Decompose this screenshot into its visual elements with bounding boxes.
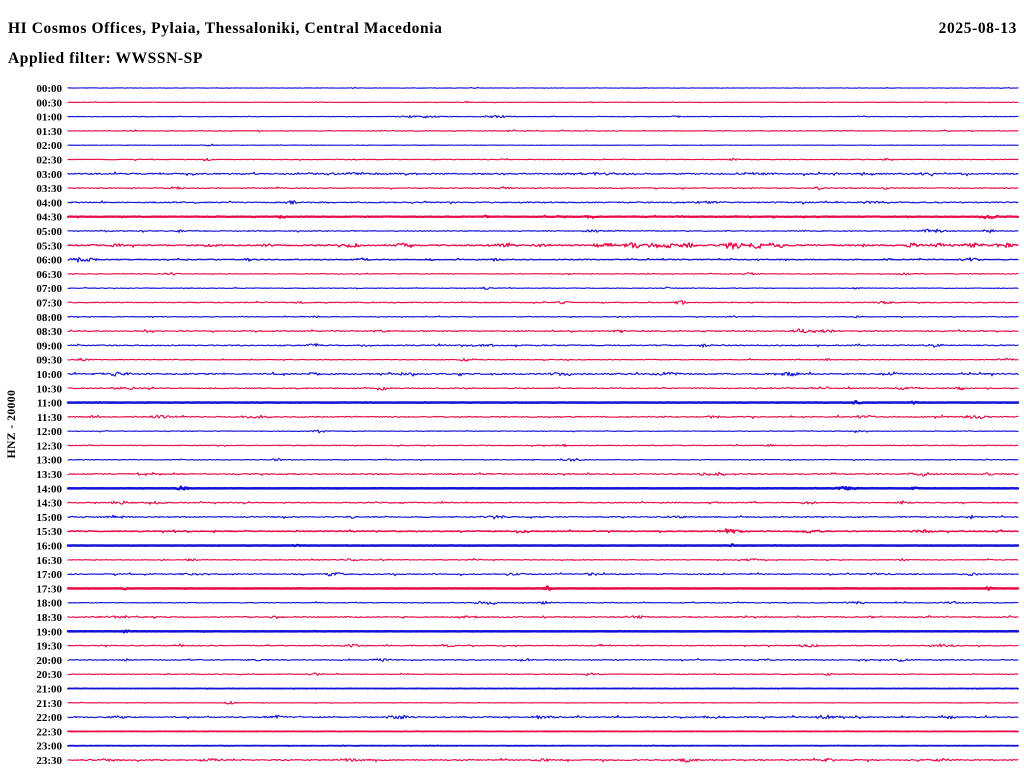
time-label-00:30: 00:30 (36, 97, 62, 110)
time-label-04:00: 04:00 (36, 197, 62, 210)
trace-row-10:30 (68, 387, 1018, 390)
trace-row-23:30 (68, 758, 1018, 762)
time-label-06:30: 06:30 (36, 268, 62, 281)
trace-row-17:00 (68, 573, 1018, 576)
trace-row-21:30 (68, 701, 1018, 704)
trace-row-09:30 (68, 358, 1018, 361)
time-label-19:00: 19:00 (36, 626, 62, 639)
trace-row-07:30 (68, 300, 1018, 304)
trace-row-03:30 (68, 187, 1018, 190)
trace-row-20:30 (68, 673, 1018, 676)
time-label-12:30: 12:30 (36, 440, 62, 453)
trace-row-21:00 (68, 688, 1018, 689)
trace-row-04:00 (68, 201, 1018, 204)
trace-row-16:30 (68, 558, 1018, 560)
time-label-08:00: 08:00 (36, 311, 62, 324)
trace-row-01:00 (68, 116, 1018, 118)
time-label-15:30: 15:30 (36, 526, 62, 539)
time-label-17:30: 17:30 (36, 583, 62, 596)
time-label-20:30: 20:30 (36, 669, 62, 682)
station-title: HI Cosmos Offices, Pylaia, Thessaloniki, Central Macedonia (8, 20, 443, 37)
time-label-03:00: 03:00 (36, 168, 62, 181)
time-label-18:30: 18:30 (36, 612, 62, 624)
time-label-01:30: 01:30 (36, 125, 62, 138)
trace-row-00:30 (68, 101, 1018, 102)
time-label-00:00: 00:00 (36, 83, 62, 95)
time-label-13:00: 13:00 (36, 454, 62, 467)
time-label-09:30: 09:30 (36, 354, 62, 367)
time-label-04:30: 04:30 (36, 211, 62, 224)
trace-row-06:30 (68, 273, 1018, 275)
time-label-11:00: 11:00 (36, 397, 62, 410)
record-date: 2025-08-13 (938, 20, 1017, 37)
trace-row-05:30 (68, 243, 1018, 249)
trace-row-06:00 (68, 258, 1018, 262)
trace-row-04:30 (68, 216, 1018, 219)
trace-row-23:00 (68, 745, 1018, 746)
time-label-07:00: 07:00 (36, 283, 62, 296)
trace-row-19:00 (68, 631, 1018, 633)
time-label-22:30: 22:30 (36, 726, 62, 739)
trace-row-12:00 (68, 430, 1018, 433)
time-label-11:30: 11:30 (36, 411, 62, 424)
trace-row-03:00 (68, 172, 1018, 176)
time-label-10:30: 10:30 (36, 383, 62, 396)
trace-row-13:30 (68, 472, 1018, 476)
trace-row-19:30 (68, 644, 1018, 647)
trace-row-17:30 (68, 587, 1018, 590)
trace-row-05:00 (68, 229, 1018, 232)
time-label-14:30: 14:30 (36, 497, 62, 510)
time-label-21:30: 21:30 (36, 697, 62, 710)
trace-row-07:00 (68, 287, 1018, 289)
time-label-14:00: 14:00 (36, 483, 62, 496)
time-label-05:00: 05:00 (36, 226, 62, 238)
trace-row-02:30 (68, 158, 1018, 161)
trace-row-08:00 (68, 316, 1018, 318)
trace-row-11:30 (68, 415, 1018, 418)
trace-row-18:30 (68, 616, 1018, 619)
time-label-15:00: 15:00 (36, 511, 62, 524)
time-label-08:30: 08:30 (36, 326, 62, 339)
time-label-05:30: 05:30 (36, 240, 62, 253)
trace-row-22:00 (68, 715, 1018, 719)
time-label-19:30: 19:30 (36, 640, 62, 653)
time-label-20:00: 20:00 (36, 654, 62, 667)
time-label-23:00: 23:00 (36, 740, 62, 753)
time-label-10:00: 10:00 (36, 369, 62, 381)
trace-row-15:30 (68, 529, 1018, 533)
trace-row-11:00 (68, 401, 1018, 403)
time-label-09:00: 09:00 (36, 340, 62, 353)
trace-row-16:00 (68, 545, 1018, 546)
time-label-02:30: 02:30 (36, 154, 62, 167)
trace-row-13:00 (68, 459, 1018, 462)
channel-gain-axis-label: HNZ - 20000 (6, 389, 18, 459)
trace-row-15:00 (68, 515, 1018, 519)
time-label-02:00: 02:00 (36, 140, 62, 153)
time-label-23:30: 23:30 (36, 755, 62, 767)
trace-row-14:00 (68, 487, 1018, 490)
time-label-22:00: 22:00 (36, 712, 62, 725)
time-label-18:00: 18:00 (36, 597, 62, 610)
trace-row-18:00 (68, 601, 1018, 604)
trace-row-02:00 (68, 144, 1018, 146)
trace-row-00:00 (68, 87, 1018, 88)
trace-row-14:30 (68, 501, 1018, 504)
trace-row-22:30 (68, 731, 1018, 732)
time-label-21:00: 21:00 (36, 683, 62, 696)
time-label-16:30: 16:30 (36, 554, 62, 567)
trace-row-10:00 (68, 372, 1018, 376)
time-label-16:00: 16:00 (36, 540, 62, 553)
trace-row-12:30 (68, 444, 1018, 446)
time-label-06:00: 06:00 (36, 254, 62, 267)
trace-row-08:30 (68, 329, 1018, 333)
time-label-12:00: 12:00 (36, 426, 62, 439)
trace-row-01:30 (68, 130, 1018, 132)
trace-row-09:00 (68, 344, 1018, 348)
time-label-17:00: 17:00 (36, 569, 62, 582)
applied-filter-label: Applied filter: WWSSN-SP (8, 50, 203, 67)
time-label-03:30: 03:30 (36, 183, 62, 196)
trace-row-20:00 (68, 659, 1018, 662)
time-label-01:00: 01:00 (36, 111, 62, 124)
time-label-13:30: 13:30 (36, 469, 62, 481)
time-label-07:30: 07:30 (36, 297, 62, 310)
